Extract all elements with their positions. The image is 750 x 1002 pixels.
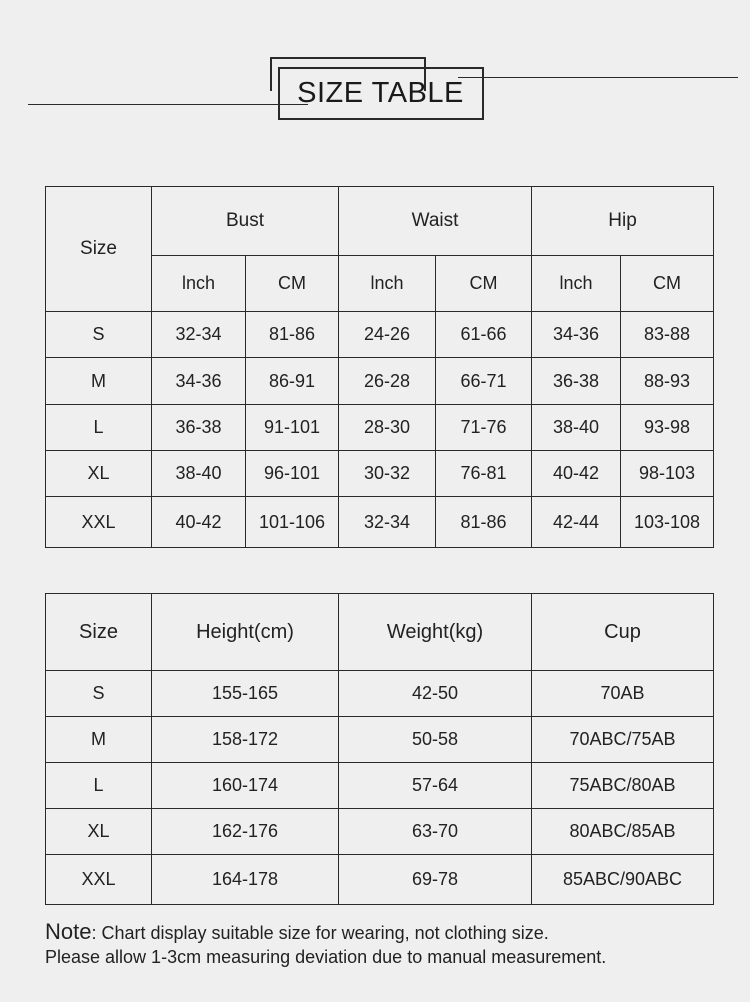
table-row: [46, 855, 714, 905]
value-cell: 40-42: [532, 451, 621, 497]
value-cell: 34-36: [152, 358, 246, 405]
table-row: [46, 451, 714, 497]
size-cell: S: [46, 671, 152, 717]
value-cell: 158-172: [152, 717, 339, 763]
value-cell: 50-58: [339, 717, 532, 763]
value-cell: 61-66: [436, 312, 532, 358]
table-row: [46, 405, 714, 451]
value-cell: 81-86: [246, 312, 339, 358]
note-line-1: [45, 920, 735, 945]
value-cell: 24-26: [339, 312, 436, 358]
hip-header: Hip: [532, 187, 714, 256]
unit-header: lnch: [532, 256, 621, 312]
size-cell: XL: [46, 809, 152, 855]
note-line-2: Please allow 1-3cm measuring deviation due to manual measurement.: [45, 947, 607, 967]
value-cell: 70AB: [532, 671, 714, 717]
value-cell: 155-165: [152, 671, 339, 717]
value-cell: 69-78: [339, 855, 532, 905]
value-cell: 88-93: [621, 358, 714, 405]
unit-header: CM: [246, 256, 339, 312]
value-cell: 80ABC/85AB: [532, 809, 714, 855]
value-cell: 83-88: [621, 312, 714, 358]
size-cell: XL: [46, 451, 152, 497]
value-cell: 38-40: [152, 451, 246, 497]
unit-header: lnch: [152, 256, 246, 312]
table-row: [46, 763, 714, 809]
waist-header: Waist: [339, 187, 532, 256]
value-cell: 75ABC/80AB: [532, 763, 714, 809]
value-cell: 70ABC/75AB: [532, 717, 714, 763]
value-cell: 164-178: [152, 855, 339, 905]
value-cell: 42-44: [532, 497, 621, 548]
value-cell: 40-42: [152, 497, 246, 548]
value-cell: 85ABC/90ABC: [532, 855, 714, 905]
value-cell: 160-174: [152, 763, 339, 809]
value-cell: 36-38: [152, 405, 246, 451]
table-row: [46, 358, 714, 405]
unit-header: CM: [436, 256, 532, 312]
value-cell: 91-101: [246, 405, 339, 451]
value-cell: 71-76: [436, 405, 532, 451]
size-cell: XXL: [46, 855, 152, 905]
table-row: [46, 497, 714, 548]
weight-header: Weight(kg): [339, 594, 532, 671]
value-cell: 81-86: [436, 497, 532, 548]
table-row: [46, 717, 714, 763]
unit-header: CM: [621, 256, 714, 312]
note-block: [45, 920, 735, 969]
fit-table: [45, 593, 714, 905]
note-text: : Chart display suitable size for wearing, not clothing size.: [91, 923, 549, 943]
table-row: [46, 312, 714, 358]
table-row: [46, 809, 714, 855]
note-label: Note: [45, 919, 92, 944]
size-header: Size: [46, 594, 152, 671]
size-header: Size: [46, 187, 152, 312]
value-cell: 36-38: [532, 358, 621, 405]
value-cell: 26-28: [339, 358, 436, 405]
value-cell: 32-34: [152, 312, 246, 358]
value-cell: 57-64: [339, 763, 532, 809]
value-cell: 66-71: [436, 358, 532, 405]
value-cell: 63-70: [339, 809, 532, 855]
value-cell: 30-32: [339, 451, 436, 497]
title-line-right: [458, 77, 738, 78]
value-cell: 38-40: [532, 405, 621, 451]
title-banner: [0, 0, 750, 140]
size-cell: L: [46, 405, 152, 451]
size-cell: S: [46, 312, 152, 358]
unit-header: lnch: [339, 256, 436, 312]
table-row: [46, 671, 714, 717]
value-cell: 98-103: [621, 451, 714, 497]
value-cell: 96-101: [246, 451, 339, 497]
value-cell: 86-91: [246, 358, 339, 405]
cup-header: Cup: [532, 594, 714, 671]
measurement-table: [45, 186, 714, 548]
value-cell: 42-50: [339, 671, 532, 717]
value-cell: 34-36: [532, 312, 621, 358]
value-cell: 101-106: [246, 497, 339, 548]
title-line-left: [28, 104, 308, 105]
size-cell: M: [46, 358, 152, 405]
value-cell: 28-30: [339, 405, 436, 451]
value-cell: 162-176: [152, 809, 339, 855]
value-cell: 76-81: [436, 451, 532, 497]
bust-header: Bust: [152, 187, 339, 256]
size-cell: L: [46, 763, 152, 809]
value-cell: 93-98: [621, 405, 714, 451]
page-title: SIZE TABLE: [297, 76, 464, 109]
value-cell: 32-34: [339, 497, 436, 548]
size-cell: XXL: [46, 497, 152, 548]
value-cell: 103-108: [621, 497, 714, 548]
height-header: Height(cm): [152, 594, 339, 671]
size-cell: M: [46, 717, 152, 763]
